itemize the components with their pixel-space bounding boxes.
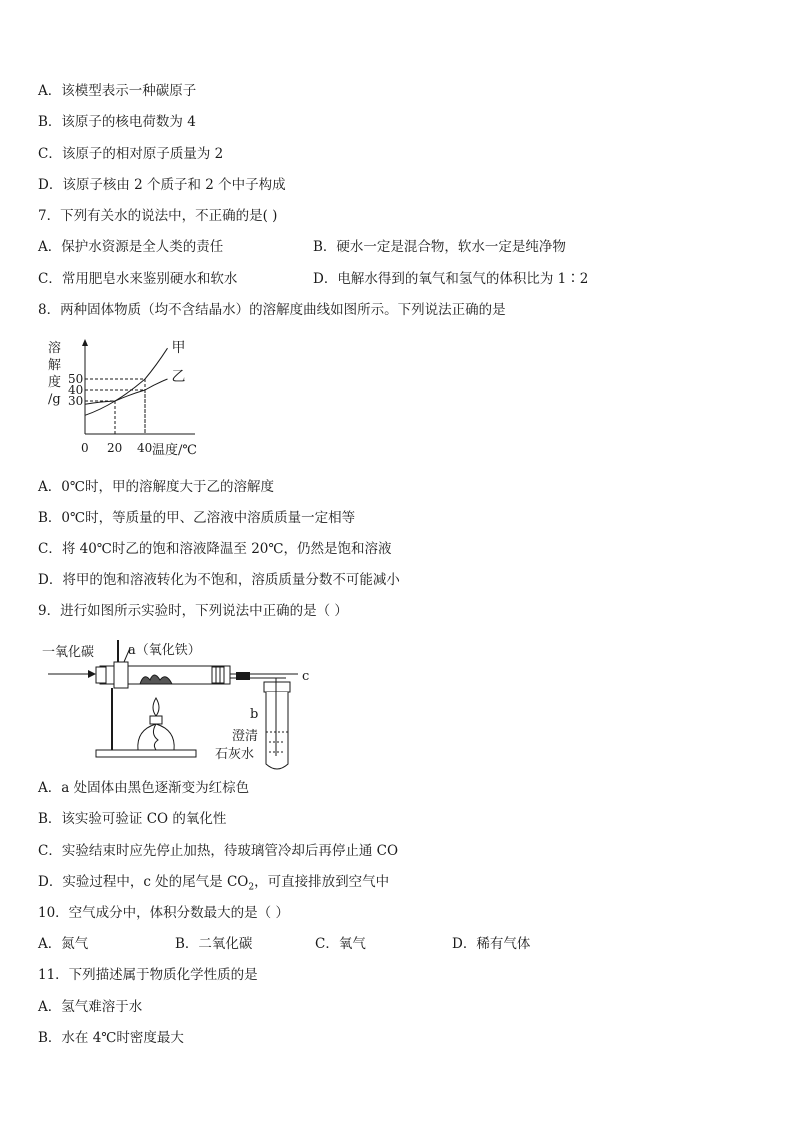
q10-option-c: C．氧气	[315, 936, 366, 952]
q9-option-d	[38, 873, 389, 897]
q10-stem: 10．空气成分中，体积分数最大的是（ ）	[38, 905, 289, 921]
q8-option-d: D．将甲的饱和溶液转化为不饱和，溶质质量分数不可能减小	[38, 572, 400, 588]
q10-option-b: B．二氧化碳	[175, 936, 253, 952]
co-reduction-apparatus	[40, 634, 330, 774]
solubility-chart	[40, 336, 220, 464]
label-limewater-2: 石灰水	[215, 747, 255, 762]
q8-stem: 8．两种固体物质（均不含结晶水）的溶解度曲线如图所示。下列说法正确的是	[38, 302, 506, 318]
q11-stem: 11．下列描述属于物质化学性质的是	[38, 967, 258, 983]
chart-y-tick-30: 30	[68, 394, 84, 408]
chart-series-0	[85, 348, 168, 415]
chart-x-tick-20: 20	[107, 441, 123, 455]
q9-option-c: C．实验结束时应先停止加热，待玻璃管冷却后再停止通 CO	[38, 843, 399, 859]
alcohol-lamp-body	[138, 724, 174, 750]
chart-y-axis-arrow	[82, 339, 88, 346]
test-tube-stopper	[264, 682, 290, 692]
q9-option-d-post: ，可直接排放到空气中	[254, 874, 390, 890]
stopper-left	[96, 667, 106, 683]
q9-stem: 9．进行如图所示实验时，下列说法中正确的是（ ）	[38, 603, 348, 619]
chart-x-tick-40: 40	[137, 441, 153, 455]
q8-option-c: C．将 40℃时乙的饱和溶液降温至 20℃，仍然是饱和溶液	[38, 541, 392, 557]
q8-option-a: A．0℃时，甲的溶解度大于乙的溶解度	[38, 479, 274, 495]
chart-y-label-3: /g	[48, 392, 61, 407]
q7-option-d: D．电解水得到的氧气和氢气的体积比为 1∶2	[313, 271, 589, 287]
label-b: b	[250, 707, 259, 722]
q9-option-d-sub: 2	[248, 882, 255, 893]
stand-base	[96, 750, 196, 757]
chart-series-label-0: 甲	[171, 340, 186, 357]
label-limewater-1: 澄清	[232, 729, 259, 744]
q6-option-d: D．该原子核由 2 个质子和 2 个中子构成	[38, 177, 286, 193]
test-tube	[266, 692, 288, 769]
q9-option-a: A．a 处固体由黑色逐渐变为红棕色	[38, 780, 250, 796]
chart-y-axis-label	[48, 340, 61, 407]
q7-option-b: B．硬水一定是混合物，软水一定是纯净物	[313, 239, 566, 255]
q6-option-b: B．该原子的核电荷数为 4	[38, 114, 196, 130]
q11-option-b: B．水在 4℃时密度最大	[38, 1030, 184, 1046]
q7-option-c: C．常用肥皂水来鉴别硬水和软水	[38, 271, 238, 287]
q7-stem: 7．下列有关水的说法中，不正确的是( )	[38, 208, 278, 224]
chart-x-tick-0: 0	[81, 441, 89, 455]
q10-option-d: D．稀有气体	[452, 936, 531, 952]
alcohol-lamp-neck	[150, 716, 162, 724]
alcohol-lamp-flame	[153, 698, 159, 716]
q7-option-a: A．保护水资源是全人类的责任	[38, 239, 224, 255]
q8-option-b: B．0℃时，等质量的甲、乙溶液中溶质质量一定相等	[38, 510, 356, 526]
chart-x-axis-label: 温度/℃	[152, 443, 197, 458]
clamp	[114, 662, 128, 688]
q10-option-a: A．氮气	[38, 936, 89, 952]
q6-option-c: C．该原子的相对原子质量为 2	[38, 146, 224, 162]
q9-option-d-pre: D．实验过程中，c 处的尾气是 CO	[38, 874, 249, 890]
q11-option-a: A．氢气难溶于水	[38, 999, 143, 1015]
stopper-right	[212, 667, 224, 683]
q9-option-b: B．该实验可验证 CO 的氧化性	[38, 811, 227, 827]
label-co: 一氧化碳	[42, 645, 95, 660]
gas-inlet-arrowhead	[88, 670, 96, 678]
label-c: c	[302, 669, 310, 684]
chart-y-tick-40: 40	[68, 383, 84, 397]
chart-y-label-0: 溶	[48, 341, 62, 356]
chart-series-label-1: 乙	[171, 369, 186, 385]
label-a: a（氧化铁）	[128, 643, 201, 658]
chart-y-label-1: 解	[48, 358, 62, 373]
chart-y-label-2: 度	[48, 375, 62, 390]
rubber-connector	[236, 672, 250, 680]
chart-y-tick-50: 50	[68, 372, 84, 386]
q6-option-a: A．该模型表示一种碳原子	[38, 83, 197, 99]
